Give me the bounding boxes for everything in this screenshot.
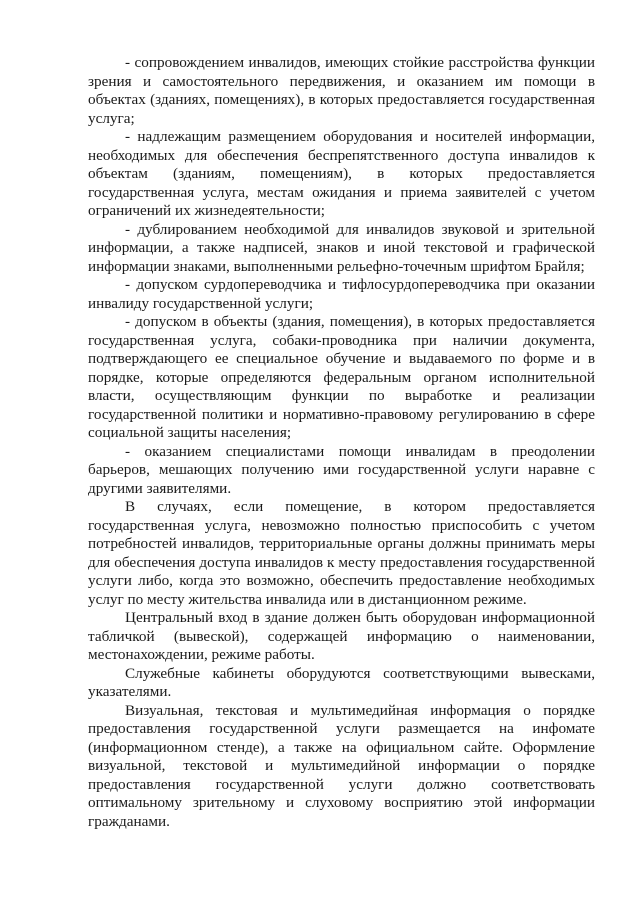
paragraph-visual-information: Визуальная, текстовая и мультимедийная информация о порядке предоставления государственной услуги размещается на инфомате (информационном стенде), а также на официальном сайте. Оформление визуальной, текстовой и мультимедийной информации о порядке предоставления государственной услуги должно соответствовать оптимальному зрительному и слуховому восприятию этой информации гражданами. (88, 701, 595, 830)
paragraph-sign-interpreter: - допуском сурдопереводчика и тифлосурдопереводчика при оказании инвалиду государственной услуги; (88, 276, 595, 312)
paragraph-braille-duplication: - дублированием необходимой для инвалидов звуковой и зрительной информации, а также надписей, знаков и иной текстовой и графической информации знаками, выполненными рельефно-точечным шрифтом Брайля; (88, 220, 595, 275)
paragraph-premises-adaptation: В случаях, если помещение, в котором предоставляется государственная услуга, невозможно полностью приспособить с учетом потребностей инвалидов, территориальные органы должны принимать меры для обеспечения доступа инвалидов к месту предоставления государственной услуги либо, когда это возможно, обеспечить предоставление необходимых услуг по месту жительства инвалида или в дистанционном режиме. (88, 498, 595, 608)
paragraph-guide-dog: - допуском в объекты (здания, помещения), в которых предоставляется государственная услуга, собаки-проводника при наличии документа, подтверждающего ее специальное обучение и выдаваемого по форме и в порядке, которые определяются федеральным органом исполнительной власти, осуществляющим функции по выработке и реализации государственной политики и нормативно-правовому регулированию в сфере социальной защиты населения; (88, 313, 595, 441)
paragraph-entrance-sign: Центральный вход в здание должен быть оборудован информационной табличкой (вывеской), содержащей информацию о наименовании, местонахождении, режиме работы. (88, 609, 595, 663)
paragraph-specialist-assistance: - оказанием специалистами помощи инвалидам в преодолении барьеров, мешающих получению ими государственной услуги наравне с другими заявителями. (88, 442, 595, 497)
document-body (88, 54, 595, 831)
paragraph-equipment-placement: - надлежащим размещением оборудования и носителей информации, необходимых для обеспечения беспрепятственного доступа инвалидов к объектам (зданиям, помещениям), в которых предоставляется государственная услуга, местам ожидания и приема заявителей с учетом ограничений их жизнедеятельности; (88, 128, 595, 219)
paragraph-office-signs: Служебные кабинеты оборудуются соответствующими вывесками, указателями. (88, 664, 595, 700)
paragraph-escort-disabled: - сопровождением инвалидов, имеющих стойкие расстройства функции зрения и самостоятельного передвижения, и оказанием им помощи в объектах (зданиях, помещениях), в которых предоставляется государственная услуга; (88, 54, 595, 127)
